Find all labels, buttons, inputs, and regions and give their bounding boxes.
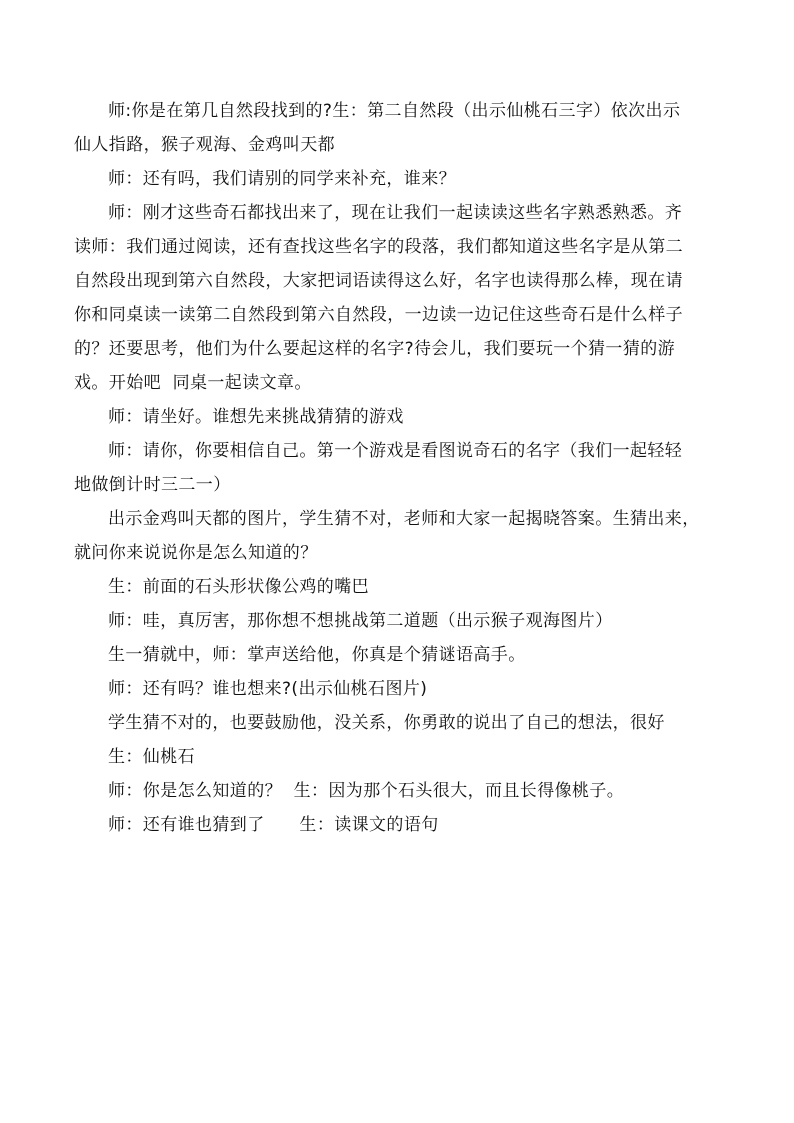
text-line: 师：你是怎么知道的？ 生：因为那个石头很大，而且长得像桃子。 (108, 781, 625, 801)
text-line: 学生猜不对的，也要鼓励他，没关系，你勇敢的说出了自己的想法，很好 (108, 713, 665, 733)
document-body (74, 94, 728, 842)
text-line: 生一猜就中，师：掌声送给他，你真是个猜谜语高手。 (108, 645, 526, 665)
text-line: 出示金鸡叫天都的图片，学生猜不对，老师和大家一起揭晓答案。生猜出来， (108, 509, 700, 529)
text-line: 读师：我们通过阅读，还有查找这些名字的段落，我们都知道这些名字是从第二 (74, 237, 683, 257)
text-line: 仙人指路，猴子观海、金鸡叫天都 (74, 135, 335, 155)
text-line: 自然段出现到第六自然段，大家把词语读得这么好，名字也读得那么棒，现在请 (74, 271, 683, 291)
text-line: 师：刚才这些奇石都找出来了，现在让我们一起读读这些名字熟悉熟悉。齐 (108, 203, 683, 223)
text-line: 生：仙桃石 (108, 747, 195, 767)
text-line: 地做倒计时三二一） (74, 475, 231, 495)
text-line: 的？还要思考，他们为什么要起这样的名字?待会儿，我们要玩一个猜一猜的游 (74, 339, 676, 359)
text-line: 生：前面的石头形状像公鸡的嘴巴 (108, 577, 369, 597)
text-line: 师：请坐好。谁想先来挑战猜猜的游戏 (108, 407, 404, 427)
text-line: 师：哇，真厉害，那你想不想挑战第二道题（出示猴子观海图片） (108, 611, 613, 631)
text-line: 师:你是在第几自然段找到的?生：第二自然段（出示仙桃石三字）依次出示 (108, 101, 681, 121)
text-line: 师：请你，你要相信自己。第一个游戏是看图说奇石的名字（我们一起轻轻 (108, 441, 683, 461)
text-line: 戏。开始吧 同桌一起读文章。 (74, 373, 312, 393)
text-line: 就问你来说说你是怎么知道的？ (74, 543, 318, 563)
text-line: 师：还有吗？谁也想来?(出示仙桃石图片) (108, 679, 428, 699)
text-line: 你和同桌读一读第二自然段到第六自然段，一边读一边记住这些奇石是什么样子 (74, 305, 683, 325)
text-line: 师：还有吗，我们请别的同学来补充，谁来？ (108, 169, 456, 189)
text-line: 师：还有谁也猜到了 生：读课文的语句 (108, 815, 439, 835)
